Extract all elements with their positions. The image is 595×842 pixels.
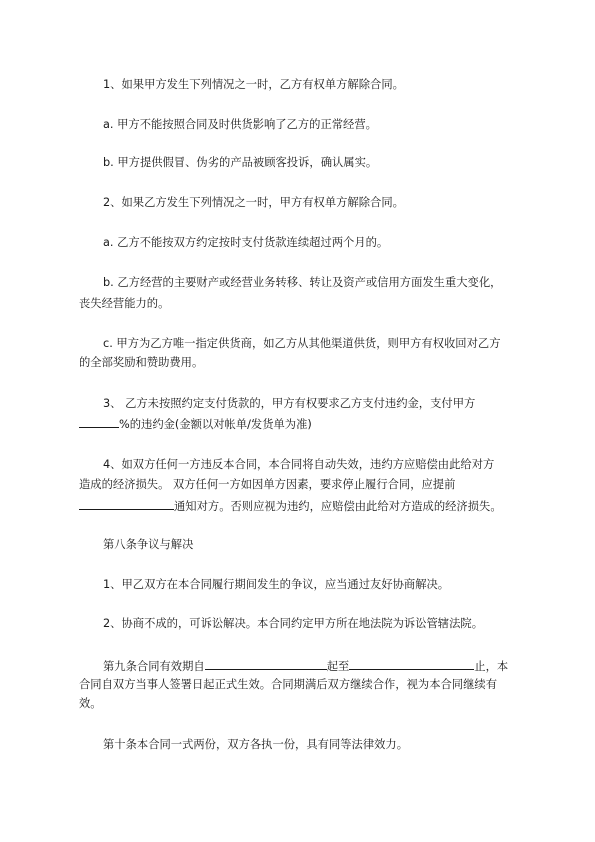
line-text: 的全部奖励和赞助费用。	[79, 356, 204, 369]
fill-in-blank[interactable]	[79, 498, 174, 510]
line-text: 起至	[326, 660, 350, 673]
clause-7-4-cont1	[79, 478, 455, 492]
fill-in-blank[interactable]	[79, 416, 119, 428]
clause-7-2-c-cont	[79, 356, 203, 370]
fill-in-blank[interactable]	[349, 658, 474, 670]
line-text: %的违约金(金额以对帐单/发货单为准)	[119, 418, 312, 431]
line-text: c. 甲方为乙方唯一指定供货商，如乙方从其他渠道供货，则甲方有权收回对乙方	[103, 337, 501, 350]
clause-7-1-b	[103, 156, 377, 170]
line-text: 4、如双方任何一方违反本合同，本合同将自动失效，违约方应赔偿由此给对方	[103, 458, 495, 471]
clause-7-2-b-cont	[79, 297, 169, 311]
line-text: 止，本	[474, 660, 509, 673]
clause-7-4-cont2	[79, 498, 502, 514]
line-text: 效。	[79, 697, 102, 710]
line-text: a. 甲方不能按照合同及时供货影响了乙方的正常经营。	[103, 118, 377, 131]
clause-7-1-heading	[103, 78, 404, 92]
line-text: 2、协商不成的，可诉讼解决。本合同约定甲方所在地法院为诉讼管辖法院。	[103, 617, 483, 630]
clause-8-2	[103, 617, 483, 631]
clause-8-1	[103, 578, 449, 592]
line-text: 第九条合同有效期自	[103, 660, 205, 673]
line-text: 造成的经济损失。 双方任何一方如因单方因素，要求停止履行合同，应提前	[79, 478, 456, 491]
clause-7-4	[103, 458, 494, 472]
line-text: 2、如果乙方发生下列情况之一时，甲方有权单方解除合同。	[103, 196, 404, 209]
clause-7-2-b	[103, 276, 501, 290]
fill-in-blank[interactable]	[205, 658, 327, 670]
line-text: b. 甲方提供假冒、伪劣的产品被顾客投诉，确认属实。	[103, 156, 378, 169]
line-text: a. 乙方不能按双方约定按时支付货款连续超过两个月的。	[103, 236, 389, 249]
clause-7-2-c	[103, 337, 501, 351]
clause-7-1-a	[103, 118, 377, 132]
line-text: 1、如果甲方发生下列情况之一时，乙方有权单方解除合同。	[103, 78, 404, 91]
clause-7-2-a	[103, 236, 388, 250]
article-9-cont1	[79, 678, 497, 692]
line-text: 丧失经营能力的。	[79, 297, 170, 310]
line-text: 1、甲乙双方在本合同履行期间发生的争议，应当通过友好协商解决。	[103, 578, 450, 591]
line-text: b. 乙方经营的主要财产或经营业务转移、转让及资产或信用方面发生重大变化，	[103, 276, 502, 289]
article-9	[103, 658, 508, 674]
clause-7-3-cont	[79, 416, 312, 432]
clause-7-3	[103, 397, 475, 411]
line-text: 第八条争议与解决	[103, 538, 194, 551]
clause-7-2-heading	[103, 196, 404, 210]
article-8-heading	[103, 538, 193, 552]
line-text: 合同自双方当事人签署日起正式生效。合同期满后双方继续合作，视为本合同继续有	[79, 678, 497, 691]
line-text: 3、 乙方未按照约定支付货款的，甲方有权要求乙方支付违约金，支付甲方	[103, 397, 476, 410]
article-10	[103, 738, 408, 752]
line-text: 第十条本合同一式两份，双方各执一份，具有同等法律效力。	[103, 738, 409, 751]
line-text: 通知对方。否则应视为违约，应赔偿由此给对方造成的经济损失。	[174, 500, 502, 513]
article-9-cont2	[79, 697, 102, 711]
